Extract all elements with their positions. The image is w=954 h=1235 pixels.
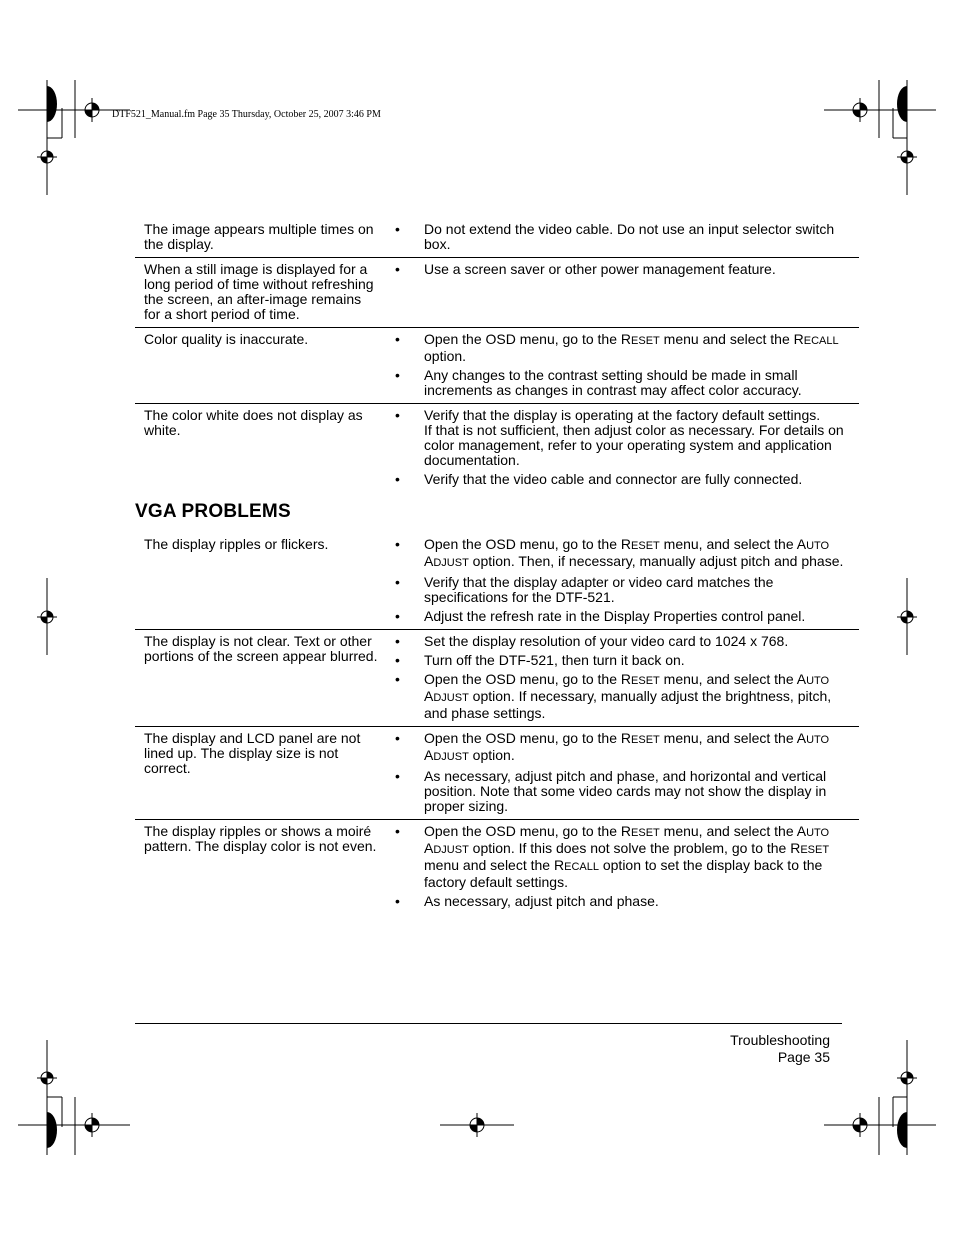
solution-item: • As necessary, adjust pitch and phase. [387, 894, 851, 909]
solution-cell [387, 404, 859, 493]
solution-cell [387, 218, 859, 258]
solution-list [387, 332, 851, 398]
vga-problems-table [135, 533, 859, 914]
solution-item: • Use a screen saver or other power management feature. [387, 262, 851, 277]
solution-cell [387, 533, 859, 630]
solution-item: • Do not extend the video cable. Do not use an input selector switch box. [387, 222, 851, 252]
solution-list [387, 537, 851, 624]
table-row [135, 533, 859, 630]
table-row [135, 630, 859, 727]
solution-cell [387, 258, 859, 328]
solution-item: • Adjust the refresh rate in the Display Properties control panel. [387, 609, 851, 624]
problem-cell: Color quality is inaccurate. [135, 328, 387, 404]
solution-list [387, 262, 851, 277]
problem-cell: The display ripples or shows a moiré pattern. The display color is not even. [144, 823, 377, 854]
print-slug: DTF521_Manual.fm Page 35 Thursday, October 25, 2007 3:46 PM [112, 109, 381, 120]
problem-cell: The display and LCD panel are not lined up. The display size is not correct. [135, 727, 387, 820]
problem-cell: When a still image is displayed for a long period of time without refreshing the screen, an after-image remains for a short period of time. [135, 258, 387, 328]
table-row [135, 820, 859, 915]
solution-item: • Open the OSD menu, go to the RESET menu, and select the AUTO ADJUST option. Then, if necessary, manually adjust pitch and phase. [387, 537, 851, 571]
problem-cell: The color white does not display as white. [144, 407, 363, 438]
solution-list [387, 824, 851, 909]
table-row [135, 727, 859, 820]
solution-cell [387, 727, 859, 820]
section-title: VGA PROBLEMS [135, 501, 291, 522]
problem-cell: The image appears multiple times on the display. [135, 218, 387, 258]
footer-section: Troubleshooting [730, 1032, 830, 1048]
solution-item: • Open the OSD menu, go to the RESET menu and select the RECALL option. [387, 332, 851, 364]
page-footer [135, 1023, 842, 1066]
solution-cell [387, 630, 859, 727]
solution-item: • Verify that the video cable and connector are fully connected. [387, 472, 851, 487]
solution-cell [387, 820, 859, 915]
table-row [135, 218, 859, 258]
solution-item: • As necessary, adjust pitch and phase, and horizontal and vertical position. Note that some video cards may not show the display in proper sizing. [387, 769, 851, 814]
page-number: Page 35 [777, 1049, 830, 1065]
solution-item: • Verify that the display adapter or video card matches the specifications for the DTF-521. [387, 575, 851, 605]
problem-cell: The display ripples or flickers. [135, 533, 387, 630]
solution-item: • Verify that the display is operating at the factory default settings. If that is not sufficient, then adjust color as necessary. For details on color management, refer to your operating system and application documentation. [387, 408, 851, 468]
solution-list [387, 408, 851, 487]
troubleshooting-table [135, 218, 859, 492]
table-row [135, 258, 859, 328]
main-content [135, 218, 842, 914]
solution-item: • Any changes to the contrast setting should be made in small increments as changes in contrast may affect color accuracy. [387, 368, 851, 398]
problem-cell: The display is not clear. Text or other portions of the screen appear blurred. [135, 630, 387, 727]
solution-item: • Turn off the DTF-521, then turn it back on. [387, 653, 851, 668]
solution-list [387, 634, 851, 721]
solution-item: • Open the OSD menu, go to the RESET menu, and select the AUTO ADJUST option. [387, 731, 851, 765]
table-row [135, 404, 859, 493]
solution-item: • Open the OSD menu, go to the RESET menu, and select the AUTO ADJUST option. If this does not solve the problem, go to the RESET menu and select the RECALL option to set the display back to the factory default settings. [387, 824, 851, 890]
table-row [135, 328, 859, 404]
solution-list [387, 222, 851, 252]
solution-cell [387, 328, 859, 404]
solution-item: • Open the OSD menu, go to the RESET menu, and select the AUTO ADJUST option. If necessary, manually adjust the brightness, pitch, and phase settings. [387, 672, 851, 721]
solution-item: • Set the display resolution of your video card to 1024 x 768. [387, 634, 851, 649]
solution-list [387, 731, 851, 814]
